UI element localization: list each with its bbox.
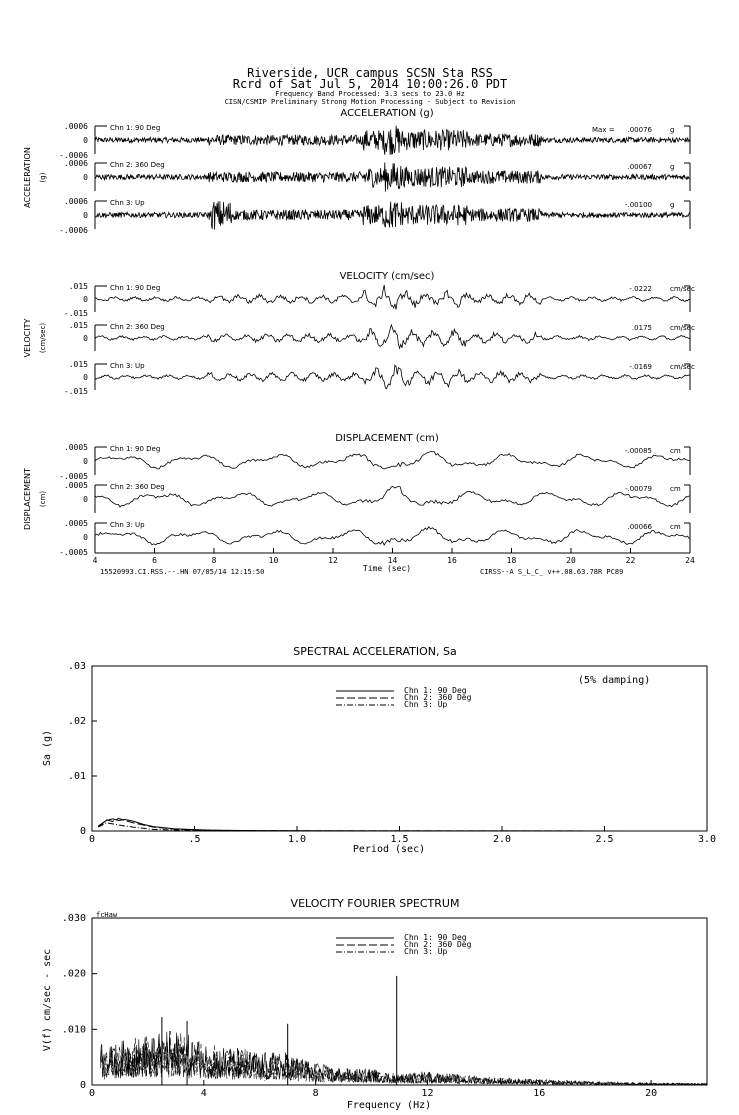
fs-xtick-label: 8 [312,1088,319,1099]
max-value: .00076 [627,126,652,134]
sa-ytick-label: .02 [67,716,86,727]
acc-group [23,108,690,235]
max-value: -.00100 [624,201,652,209]
acc-side-label: ACCELERATION [23,147,32,208]
waveform [95,285,690,310]
channel-name: Chn 1: 90 Deg [110,284,161,292]
ytick-zero: 0 [83,495,88,504]
max-value: .00067 [627,163,652,171]
fs-ytick-label: 0 [79,1080,86,1091]
max-unit: cm/sec [670,363,695,371]
fs-ytick-label: .020 [61,968,86,980]
sa-xtick-label: .5 [188,834,201,845]
sa-legend [336,686,472,709]
vel-group [23,271,695,396]
channel-name: Chn 2: 360 Deg [110,323,165,331]
sa-xtick-label: 1.5 [390,834,409,845]
footer-record-id: 15520993.CI.RSS.--.HN 07/05/14 12:15:50 [100,568,265,576]
waveform [95,163,690,192]
fs-series [100,976,707,1085]
acc-unit-label: (g) [39,172,47,183]
sa-xtick-label: 2.5 [595,834,614,845]
ytick-top: .0006 [63,122,88,131]
channel-name: Chn 2: 360 Deg [110,161,165,169]
velocity-fourier-spectrum-chart [42,897,707,1111]
max-unit: g [670,163,675,171]
ytick-bottom: -.015 [63,387,88,396]
time-tick-label: 16 [447,556,457,565]
vel-title: VELOCITY (cm/sec) [339,271,435,282]
fs-xlabel: Frequency (Hz) [346,1100,432,1111]
ytick-bottom: -.015 [63,309,88,318]
fs-series-line [100,1032,707,1085]
sa-xtick-label: 0 [88,834,96,845]
trace-acc-ch2 [64,159,690,192]
time-axis-label: Time (sec) [362,564,412,573]
fs-xtick-label: 12 [421,1088,434,1099]
max-value: -.00079 [624,485,652,493]
spectral-acceleration-chart [42,645,716,855]
fs-corner-label: fcHaw [96,911,118,919]
channel-name: Chn 1: 90 Deg [110,124,161,132]
time-tick-label: 8 [211,556,217,565]
max-value: -.0169 [629,363,652,371]
channel-name: Chn 3: Up [110,362,145,370]
waveform [95,452,689,470]
trace-dis-ch3 [59,519,690,557]
legend-label: Chn 3: Up [404,947,448,956]
dis-side-label: DISPLACEMENT [23,468,32,530]
fs-ytick-label: .010 [61,1024,86,1036]
sa-annotation: (5% damping) [578,675,651,686]
trace-acc-ch3 [59,197,690,235]
trace-frame [95,523,690,551]
max-unit: cm [670,485,681,493]
max-unit: cm [670,447,681,455]
ytick-bottom: -.0005 [59,548,88,557]
waveform [95,527,689,545]
fs-ylabel: V(f) cm/sec - sec [42,948,53,1052]
max-unit: g [670,201,675,209]
trace-dis-ch2 [64,481,690,513]
sa-ticks [68,661,716,845]
time-tick-label: 14 [387,556,398,565]
max-unit: cm/sec [670,324,695,332]
trace-frame [95,485,690,513]
ytick-top: .015 [68,282,88,291]
ytick-top: .0006 [63,197,88,206]
acc-title: ACCELERATION (g) [340,108,434,119]
legend-label: Chn 3: Up [404,700,448,709]
sa-title: SPECTRAL ACCELERATION, Sa [293,645,457,658]
sa-xtick-label: 1.0 [287,834,307,845]
trace-vel-ch3 [64,360,695,396]
sa-xlabel: Period (sec) [352,844,426,855]
time-tick-label: 12 [328,556,338,565]
channel-name: Chn 3: Up [110,199,145,207]
channel-name: Chn 2: 360 Deg [110,483,165,491]
sa-ylabel: Sa (g) [42,729,53,767]
time-tick-label: 18 [506,556,517,565]
time-history-panels [23,108,695,557]
waveform [95,486,689,507]
header-band: Frequency Band Processed: 3.3 secs to 23.0 Hz [275,90,465,98]
sa-xtick-label: 3.0 [697,834,717,845]
ytick-zero: 0 [83,457,88,466]
ytick-zero: 0 [83,136,88,145]
report-header [225,66,516,106]
ytick-bottom: -.0006 [59,151,88,160]
fs-series-line [100,1041,707,1085]
time-tick-label: 24 [685,556,695,565]
sa-ytick-label: .01 [67,771,86,782]
header-processing: CISN/CSMIP Preliminary Strong Motion Processing - Subject to Revision [224,98,516,106]
channel-name: Chn 3: Up [110,521,145,529]
ytick-zero: 0 [83,173,88,182]
max-value: -.00085 [624,447,652,455]
time-axis [93,548,695,576]
time-tick-label: 20 [566,556,576,565]
fs-xtick-label: 20 [645,1088,658,1099]
waveform [95,201,690,229]
fs-xtick-label: 4 [200,1088,207,1099]
dis-unit-label: (cm) [39,490,47,508]
legend-label: Chn 2: 360 Deg [404,940,472,949]
max-value: .0175 [631,324,652,332]
fs-legend [336,933,472,956]
channel-name: Chn 1: 90 Deg [110,445,161,453]
ytick-top: .0005 [63,443,88,452]
trace-dis-ch1 [59,443,690,481]
legend-label: Chn 2: 360 Deg [404,693,472,702]
max-prefix: Max = [592,126,615,134]
waveform [95,325,690,348]
ytick-bottom: -.0005 [59,472,88,481]
waveform [95,365,690,389]
header-record: Rcrd of Sat Jul 5, 2014 10:00:26.0 PDT [232,77,508,91]
ytick-zero: 0 [83,533,88,542]
sa-ytick-label: 0 [79,826,86,837]
time-tick-label: 6 [152,556,157,565]
ytick-zero: 0 [83,211,88,220]
legend-label: Chn 1: 90 Deg [404,933,467,942]
dis-title: DISPLACEMENT (cm) [335,433,439,444]
ytick-zero: 0 [83,295,88,304]
ytick-top: .0005 [63,519,88,528]
sa-frame [92,666,707,831]
ytick-zero: 0 [83,373,88,382]
fs-xtick-label: 0 [88,1088,96,1099]
ytick-bottom: -.0006 [59,226,88,235]
sa-series-line [98,819,707,831]
trace-acc-ch1 [59,122,690,160]
vel-side-label: VELOCITY [23,318,32,358]
sa-ytick-label: .03 [67,661,86,672]
dis-group [23,433,690,557]
sa-series [98,818,707,831]
time-tick-label: 22 [625,556,636,565]
sa-xtick-label: 2.0 [492,834,512,845]
fs-ytick-label: .030 [61,913,86,924]
header-station: Riverside, UCR campus SCSN Sta RSS [247,66,493,80]
max-unit: cm/sec [670,285,695,293]
time-tick-label: 4 [92,556,98,565]
trace-vel-ch1 [64,282,695,318]
footer-version: CIRSS--A S_L_C_ v++.08.63.78R PC89 [480,568,624,576]
fs-title: VELOCITY FOURIER SPECTRUM [290,897,460,910]
max-value: -.0222 [629,285,652,293]
trace-vel-ch2 [69,321,695,351]
fs-xtick-label: 16 [533,1088,546,1099]
ytick-top: .0006 [63,159,88,168]
ytick-top: .015 [68,321,88,330]
max-value: .00066 [627,523,652,531]
ytick-zero: 0 [83,334,88,343]
max-unit: g [670,126,675,134]
trace-frame [95,286,690,312]
fs-frame [92,918,707,1085]
ytick-top: .0005 [63,481,88,490]
ytick-top: .015 [68,360,88,369]
vel-unit-label: (cm/sec) [39,322,47,354]
time-tick-label: 10 [268,556,279,565]
legend-label: Chn 1: 90 Deg [404,686,467,695]
max-unit: cm [670,523,681,531]
